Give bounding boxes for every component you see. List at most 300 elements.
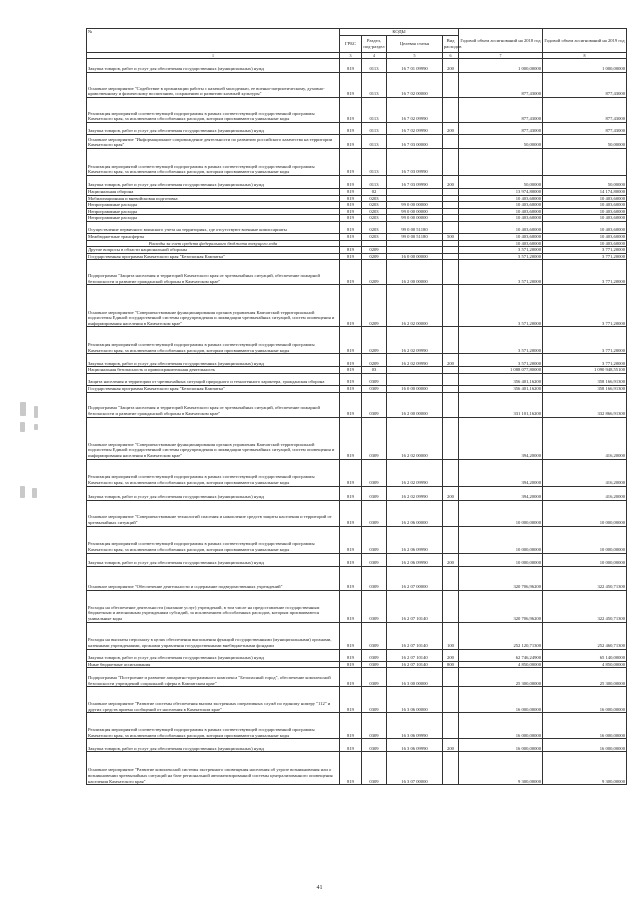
row-rz: 0203 <box>362 221 387 233</box>
row-rz: 0309 <box>362 459 387 486</box>
row-amount-2019: 10 000,00000 <box>543 553 627 566</box>
row-cs: 99 0 00 00000 <box>387 215 443 222</box>
row-rz: 0203 <box>362 215 387 222</box>
row-amount-2018: 50,00000 <box>459 135 543 149</box>
row-amount-2019: 3 771,20000 <box>543 285 627 327</box>
row-rz: 0203 <box>362 208 387 215</box>
table-row <box>87 553 627 566</box>
row-amount-2018: 50,00000 <box>459 176 543 189</box>
row-vr <box>443 260 459 285</box>
row-name: Закупка товаров, работ и услуг для обеспечения государственных (муниципальных) нужд <box>87 649 340 661</box>
row-name: Основное мероприятие "Развитие системы обеспечения вызова экстренных оперативных служб по единому номеру "112" и других средств приема сообщений от населения в Камчатском крае" <box>87 687 340 713</box>
row-amount-2019: 416,20000 <box>543 486 627 500</box>
row-name: Реализация мероприятий соответствующей подпрограммы в рамках соответствующей государственной программы Камчатского края, за исключением обособленных расходов, которым присваиваются уникальные коды <box>87 459 340 486</box>
table-row <box>87 59 627 73</box>
row-amount-2018: 1 000,00000 <box>459 59 543 73</box>
row-rz: 0309 <box>362 752 387 785</box>
row-amount-2019: 10 403,60000 <box>543 202 627 209</box>
row-amount-2018: 62 746,24900 <box>459 649 543 661</box>
table-row <box>87 73 627 98</box>
table-row <box>87 285 627 327</box>
row-grbs: 819 <box>340 590 362 622</box>
header-cs: Целевая статья <box>387 36 443 53</box>
row-amount-2018: 320 706,96200 <box>459 590 543 622</box>
table-row <box>87 661 627 668</box>
row-vr <box>443 327 459 354</box>
row-amount-2019: 322 450,71300 <box>543 590 627 622</box>
row-amount-2019: 10 403,60000 <box>543 208 627 215</box>
row-name: Основное мероприятие "Информационное сопровождение деятельности по развитию российского казачества на территории Камчатского края" <box>87 135 340 149</box>
row-amount-2018: 394,20000 <box>459 486 543 500</box>
row-vr: 200 <box>443 59 459 73</box>
row-cs: 16 2 07 10140 <box>387 661 443 668</box>
row-amount-2019: 10 403,60000 <box>543 195 627 202</box>
row-cs <box>387 195 443 202</box>
row-cs: 16 2 07 10140 <box>387 622 443 649</box>
table-row <box>87 566 627 590</box>
row-rz: 0309 <box>362 553 387 566</box>
row-grbs: 819 <box>340 354 362 367</box>
row-amount-2019: 10 403,60000 <box>543 221 627 233</box>
table-row <box>87 135 627 149</box>
row-amount-2018: 3 571,20000 <box>459 354 543 367</box>
row-amount-2019: 65 140,00000 <box>543 649 627 661</box>
row-name: Расходы на обеспечение деятельности (оказание услуг) учреждений, в том числе на предоставление государственным бюджетным и автономным учреждениям субсидий, за исключением обособленных расходов, которым присваиваются уникальные коды <box>87 590 340 622</box>
table-row <box>87 195 627 202</box>
row-name: Основное мероприятие "Совершенствование технологий спасения и накопление средств защиты населения и территорий от чрезвычайных ситуаций" <box>87 500 340 526</box>
row-amount-2019: 10 403,60000 <box>543 215 627 222</box>
table-row <box>87 327 627 354</box>
row-rz: 0309 <box>362 417 387 459</box>
page-number: 41 <box>316 885 323 891</box>
row-name: Подпрограмма "Защита населения и территорий Камчатского края от чрезвычайных ситуаций, обеспечение пожарной безопасности и развитие гражданской обороны в Камчатском крае" <box>87 392 340 417</box>
row-rz: 0309 <box>362 385 387 392</box>
row-amount-2019: 877,43000 <box>543 73 627 98</box>
table-row <box>87 385 627 392</box>
budget-table <box>86 28 627 785</box>
row-vr <box>443 367 459 374</box>
row-cs: 16 7 02 00000 <box>387 73 443 98</box>
row-cs: 99 0 00 51180 <box>387 221 443 233</box>
row-cs: 16 0 00 00000 <box>387 253 443 260</box>
row-amount-2018: 25 300,00000 <box>459 668 543 687</box>
row-amount-2018: 10 403,60000 <box>459 202 543 209</box>
row-grbs: 819 <box>340 327 362 354</box>
row-cs: 16 3 06 09990 <box>387 739 443 752</box>
row-rz: 0309 <box>362 500 387 526</box>
column-index: 8 <box>543 53 627 59</box>
header-codes-group: КОДЫ <box>340 29 459 36</box>
row-name: Государственная программа Камчатского края "Безопасная Камчатка" <box>87 385 340 392</box>
row-vr <box>443 215 459 222</box>
row-amount-2019: 1 000,00000 <box>543 59 627 73</box>
header-vr: Вид расходов <box>443 36 459 53</box>
row-name: Закупка товаров, работ и услуг для обеспечения государственных (муниципальных) нужд <box>87 123 340 135</box>
row-rz: 0209 <box>362 285 387 327</box>
row-amount-2019: 358 166,91300 <box>543 373 627 385</box>
row-vr <box>443 385 459 392</box>
row-name: Межбюджетные трансферты <box>87 233 340 240</box>
row-name: Закупка товаров, работ и услуг для обеспечения государственных (муниципальных) нужд <box>87 553 340 566</box>
row-name: Осуществление первичного воинского учета на территориях, где отсутствуют военные комиссариаты <box>87 221 340 233</box>
row-rz: 03 <box>362 367 387 374</box>
row-cs: 16 2 06 00000 <box>387 500 443 526</box>
row-amount-2018: 16 000,00000 <box>459 687 543 713</box>
row-vr <box>443 240 459 247</box>
table-row <box>87 590 627 622</box>
row-rz: 0309 <box>362 739 387 752</box>
row-grbs: 819 <box>340 149 362 176</box>
row-amount-2018: 356 401,16200 <box>459 373 543 385</box>
row-rz: 0113 <box>362 176 387 189</box>
row-amount-2018: 16 000,00000 <box>459 713 543 739</box>
row-name: Закупка товаров, работ и услуг для обеспечения государственных (муниципальных) нужд <box>87 176 340 189</box>
budget-table-body <box>87 59 627 785</box>
row-rz: 0309 <box>362 687 387 713</box>
row-amount-2019: 10 403,60000 <box>543 240 627 247</box>
table-row <box>87 354 627 367</box>
row-grbs: 819 <box>340 123 362 135</box>
row-name: Закупка товаров, работ и услуг для обеспечения государственных (муниципальных) нужд <box>87 486 340 500</box>
table-row <box>87 221 627 233</box>
row-vr <box>443 247 459 254</box>
row-amount-2019: 16 000,00000 <box>543 687 627 713</box>
row-cs <box>387 373 443 385</box>
table-row <box>87 247 627 254</box>
row-amount-2018: 320 706,96200 <box>459 566 543 590</box>
row-name: Реализация мероприятий соответствующей подпрограммы в рамках соответствующей государственной программы Камчатского края, за исключением обособленных расходов, которым присваиваются уникальные коды <box>87 526 340 553</box>
row-grbs: 819 <box>340 622 362 649</box>
row-amount-2018 <box>459 149 543 176</box>
row-rz: 0209 <box>362 327 387 354</box>
row-grbs: 819 <box>340 189 362 196</box>
row-vr <box>443 459 459 486</box>
row-grbs: 819 <box>340 752 362 785</box>
row-name: Закупка товаров, работ и услуг для обеспечения государственных (муниципальных) нужд <box>87 354 340 367</box>
row-grbs: 819 <box>340 247 362 254</box>
row-name: Основное мероприятие "Совершенствование функционирования органов управления Камчатской территориальной подсистемы Единой государственной системы предупреждения и ликвидации чрезвычайных ситуаций, систем оповещения и информирования населения в Камчатском крае" <box>87 285 340 327</box>
row-name: Подпрограмма "Защита населения и территорий Камчатского края от чрезвычайных ситуаций, обеспечение пожарной безопасности и развитие гражданской обороны в Камчатском крае" <box>87 260 340 285</box>
row-grbs: 819 <box>340 687 362 713</box>
row-amount-2019: 3 771,20000 <box>543 327 627 354</box>
row-amount-2019: 25 300,00000 <box>543 668 627 687</box>
row-name: Закупка товаров, работ и услуг для обеспечения государственных (муниципальных) нужд <box>87 739 340 752</box>
table-row <box>87 253 627 260</box>
row-grbs: 819 <box>340 553 362 566</box>
row-rz: 0113 <box>362 98 387 123</box>
row-rz: 0209 <box>362 260 387 285</box>
row-grbs: 819 <box>340 221 362 233</box>
row-name: Расходы за счет средств федерального бюджета текущего года <box>87 240 340 247</box>
row-amount-2019: 877,43000 <box>543 123 627 135</box>
row-cs: 99 0 00 51180 <box>387 233 443 240</box>
header-row-top <box>87 29 627 36</box>
row-amount-2018: 394,20000 <box>459 459 543 486</box>
row-vr <box>443 392 459 417</box>
row-vr: 200 <box>443 486 459 500</box>
row-amount-2018: 10 403,60000 <box>459 208 543 215</box>
header-year2: Годовой объем ассигнований на 2019 год <box>543 29 627 53</box>
row-rz: 0113 <box>362 149 387 176</box>
row-amount-2018: 331 101,16200 <box>459 392 543 417</box>
row-rz: 0209 <box>362 253 387 260</box>
row-amount-2018: 10 403,60000 <box>459 233 543 240</box>
row-name: Основное мероприятие "Обеспечение деятельности и содержание подведомственных учреждений" <box>87 566 340 590</box>
row-name: Иные бюджетные ассигнования <box>87 661 340 668</box>
table-row <box>87 215 627 222</box>
column-index: 6 <box>443 53 459 59</box>
row-rz: 0309 <box>362 668 387 687</box>
row-name: Государственная программа Камчатского края "Безопасная Камчатка" <box>87 253 340 260</box>
row-cs: 16 2 06 09990 <box>387 526 443 553</box>
row-vr <box>443 713 459 739</box>
column-index: 4 <box>362 53 387 59</box>
row-vr: 200 <box>443 354 459 367</box>
row-rz: 0309 <box>362 590 387 622</box>
row-cs: 16 2 02 09990 <box>387 327 443 354</box>
table-row <box>87 260 627 285</box>
row-cs: 16 2 02 09990 <box>387 354 443 367</box>
row-name: Реализация мероприятий соответствующей подпрограммы в рамках соответствующей государственной программы Камчатского края, за исключением обособленных расходов, которым присваиваются уникальные коды <box>87 713 340 739</box>
row-cs <box>387 367 443 374</box>
row-amount-2019: 10 000,00000 <box>543 526 627 553</box>
row-name: Подпрограмма "Построение и развитие аппаратно-программного комплекса "Безопасный город", обеспечение комплексной безопасности учреждений социальной сферы в Камчатском крае" <box>87 668 340 687</box>
row-name: Реализация мероприятий соответствующей подпрограммы в рамках соответствующей государственной программы Камчатского края, за исключением обособленных расходов, которым присваиваются уникальные коды <box>87 149 340 176</box>
header-year1: Годовой объем ассигнований на 2018 год <box>459 29 543 53</box>
header-number: № <box>87 29 340 53</box>
row-amount-2018: 3 571,20000 <box>459 260 543 285</box>
row-rz: 0309 <box>362 622 387 649</box>
row-vr: 800 <box>443 661 459 668</box>
row-amount-2019: 252 460,71300 <box>543 622 627 649</box>
row-vr <box>443 526 459 553</box>
row-vr <box>443 98 459 123</box>
row-cs: 99 0 00 00000 <box>387 208 443 215</box>
row-rz: 0203 <box>362 195 387 202</box>
row-name: Непрограммные расходы <box>87 202 340 209</box>
table-row <box>87 123 627 135</box>
row-grbs: 819 <box>340 526 362 553</box>
row-amount-2019 <box>543 149 627 176</box>
row-amount-2019: 322 450,71300 <box>543 566 627 590</box>
row-rz: 0309 <box>362 661 387 668</box>
row-vr <box>443 285 459 327</box>
row-amount-2018: 13 974,80000 <box>459 189 543 196</box>
row-amount-2018: 877,43000 <box>459 73 543 98</box>
row-cs: 16 7 02 09990 <box>387 123 443 135</box>
row-grbs: 819 <box>340 215 362 222</box>
table-row <box>87 208 627 215</box>
row-cs: 16 3 00 00000 <box>387 668 443 687</box>
row-amount-2018: 252 120,71300 <box>459 622 543 649</box>
row-amount-2019: 3 771,20000 <box>543 247 627 254</box>
row-name: Непрограммные расходы <box>87 215 340 222</box>
table-row <box>87 373 627 385</box>
row-rz: 0203 <box>362 202 387 209</box>
row-grbs: 819 <box>340 739 362 752</box>
row-rz: 0113 <box>362 123 387 135</box>
row-amount-2018: 1 088 077,80000 <box>459 367 543 374</box>
row-amount-2019: 50,00000 <box>543 176 627 189</box>
row-vr <box>443 590 459 622</box>
row-cs: 16 2 00 00000 <box>387 260 443 285</box>
row-vr: 200 <box>443 739 459 752</box>
row-amount-2019: 9 300,00000 <box>543 752 627 785</box>
row-rz: 0113 <box>362 59 387 73</box>
column-index: 1 <box>87 53 340 59</box>
row-amount-2018: 10 403,60000 <box>459 215 543 222</box>
row-rz: 0209 <box>362 354 387 367</box>
row-amount-2019: 14 174,80000 <box>543 189 627 196</box>
row-rz: 0309 <box>362 392 387 417</box>
table-row <box>87 233 627 240</box>
row-amount-2018: 16 000,00000 <box>459 739 543 752</box>
table-row <box>87 687 627 713</box>
row-name: Основное мероприятие "Развитие комплексной системы экстренного оповещения населения об угрозе возникновения или о возникновении чрезвычайных ситуаций на базе региональной автоматизированной системы централизованного оповещения населения Камчатского края" <box>87 752 340 785</box>
row-cs <box>387 247 443 254</box>
row-cs: 99 0 00 00000 <box>387 202 443 209</box>
row-grbs: 819 <box>340 367 362 374</box>
row-vr <box>443 73 459 98</box>
row-vr: 200 <box>443 176 459 189</box>
table-row <box>87 526 627 553</box>
row-name: Другие вопросы в области национальной обороны <box>87 247 340 254</box>
row-vr: 500 <box>443 233 459 240</box>
row-grbs: 819 <box>340 176 362 189</box>
row-vr: 200 <box>443 553 459 566</box>
row-amount-2019: 416,20000 <box>543 459 627 486</box>
table-row <box>87 649 627 661</box>
row-vr <box>443 195 459 202</box>
row-rz <box>362 240 387 247</box>
row-name: Закупка товаров, работ и услуг для обеспечения государственных (муниципальных) нужд <box>87 59 340 73</box>
row-grbs: 819 <box>340 566 362 590</box>
row-grbs: 819 <box>340 253 362 260</box>
table-row <box>87 98 627 123</box>
row-name: Национальная оборона <box>87 189 340 196</box>
row-vr: 200 <box>443 649 459 661</box>
row-grbs: 819 <box>340 59 362 73</box>
row-amount-2018: 3 571,20000 <box>459 253 543 260</box>
row-grbs: 819 <box>340 233 362 240</box>
row-cs: 16 7 01 09990 <box>387 59 443 73</box>
table-row <box>87 739 627 752</box>
row-grbs: 819 <box>340 385 362 392</box>
row-amount-2018: 10 403,60000 <box>459 221 543 233</box>
column-index: 5 <box>387 53 443 59</box>
row-amount-2018: 3 571,20000 <box>459 247 543 254</box>
row-rz: 02 <box>362 189 387 196</box>
row-name: Основное мероприятие "Содействие в организации работы с казачьей молодежью, ее военно-патриотическому, духовно-нравственному и физическому воспитанию, сохранению и развитию казачьей культуры" <box>87 73 340 98</box>
row-name: Мобилизационная и вневойсковая подготовка <box>87 195 340 202</box>
row-grbs: 819 <box>340 459 362 486</box>
row-grbs: 819 <box>340 668 362 687</box>
row-grbs: 819 <box>340 135 362 149</box>
row-amount-2018: 394,20000 <box>459 417 543 459</box>
row-cs: 16 2 02 00000 <box>387 417 443 459</box>
row-grbs: 819 <box>340 500 362 526</box>
table-row <box>87 392 627 417</box>
row-amount-2018: 4 850,00000 <box>459 661 543 668</box>
row-vr <box>443 687 459 713</box>
column-index: 3 <box>340 53 362 59</box>
table-row <box>87 622 627 649</box>
table-row <box>87 668 627 687</box>
row-vr <box>443 417 459 459</box>
row-cs <box>387 189 443 196</box>
row-amount-2018: 877,43000 <box>459 123 543 135</box>
row-grbs <box>340 240 362 247</box>
table-row <box>87 459 627 486</box>
row-rz: 0309 <box>362 713 387 739</box>
row-amount-2018: 356 401,16200 <box>459 385 543 392</box>
row-cs: 16 2 02 00000 <box>387 285 443 327</box>
row-amount-2019: 3 771,20000 <box>543 253 627 260</box>
row-grbs: 819 <box>340 98 362 123</box>
row-amount-2019: 4 850,00000 <box>543 661 627 668</box>
row-amount-2019: 10 000,00000 <box>543 500 627 526</box>
table-row <box>87 486 627 500</box>
row-rz: 0203 <box>362 233 387 240</box>
row-grbs: 819 <box>340 208 362 215</box>
row-cs: 16 2 06 09990 <box>387 553 443 566</box>
row-name: Защита населения и территории от чрезвычайных ситуаций природного и техногенного характера, гражданская оборона <box>87 373 340 385</box>
row-amount-2019: 1 090 948,55100 <box>543 367 627 374</box>
row-name: Непрограммные расходы <box>87 208 340 215</box>
row-name: Реализация мероприятий соответствующей подпрограммы в рамках соответствующей государственной программы Камчатского края, за исключением обособленных расходов, которым присваиваются уникальные коды <box>87 98 340 123</box>
row-amount-2019: 3 771,20000 <box>543 354 627 367</box>
header-grbs: ГРБС <box>340 36 362 53</box>
row-cs: 16 3 06 09990 <box>387 713 443 739</box>
row-vr <box>443 149 459 176</box>
row-rz: 0309 <box>362 649 387 661</box>
row-amount-2018: 877,43000 <box>459 98 543 123</box>
row-vr <box>443 566 459 590</box>
row-rz: 0113 <box>362 135 387 149</box>
row-cs: 16 3 07 00000 <box>387 752 443 785</box>
row-grbs: 819 <box>340 417 362 459</box>
row-rz: 0309 <box>362 486 387 500</box>
row-amount-2018: 10 403,60000 <box>459 195 543 202</box>
row-cs <box>387 240 443 247</box>
row-grbs: 819 <box>340 202 362 209</box>
row-vr: 100 <box>443 622 459 649</box>
row-cs: 16 0 00 00000 <box>387 385 443 392</box>
row-rz: 0309 <box>362 373 387 385</box>
row-cs: 16 2 07 10140 <box>387 590 443 622</box>
table-row <box>87 240 627 247</box>
table-row <box>87 176 627 189</box>
margin-stamp-marks <box>18 398 58 518</box>
row-grbs: 819 <box>340 373 362 385</box>
row-vr <box>443 500 459 526</box>
row-grbs: 819 <box>340 661 362 668</box>
row-cs: 16 2 00 00000 <box>387 392 443 417</box>
row-amount-2019: 16 000,00000 <box>543 713 627 739</box>
row-name: Национальная безопасность и правоохранительная деятельность <box>87 367 340 374</box>
row-cs: 16 3 06 00000 <box>387 687 443 713</box>
row-cs: 16 7 03 09990 <box>387 149 443 176</box>
row-amount-2018: 10 000,00000 <box>459 526 543 553</box>
row-name: Расходы на выплаты персоналу в целях обеспечения выполнения функций государственными (муниципальными) органами, казенными учреждениями, органами управления государственными внебюджетными фондами <box>87 622 340 649</box>
row-vr <box>443 373 459 385</box>
table-row <box>87 500 627 526</box>
row-vr <box>443 208 459 215</box>
row-grbs: 819 <box>340 392 362 417</box>
row-rz: 0309 <box>362 566 387 590</box>
row-cs: 16 7 03 00000 <box>387 135 443 149</box>
row-vr: 200 <box>443 123 459 135</box>
